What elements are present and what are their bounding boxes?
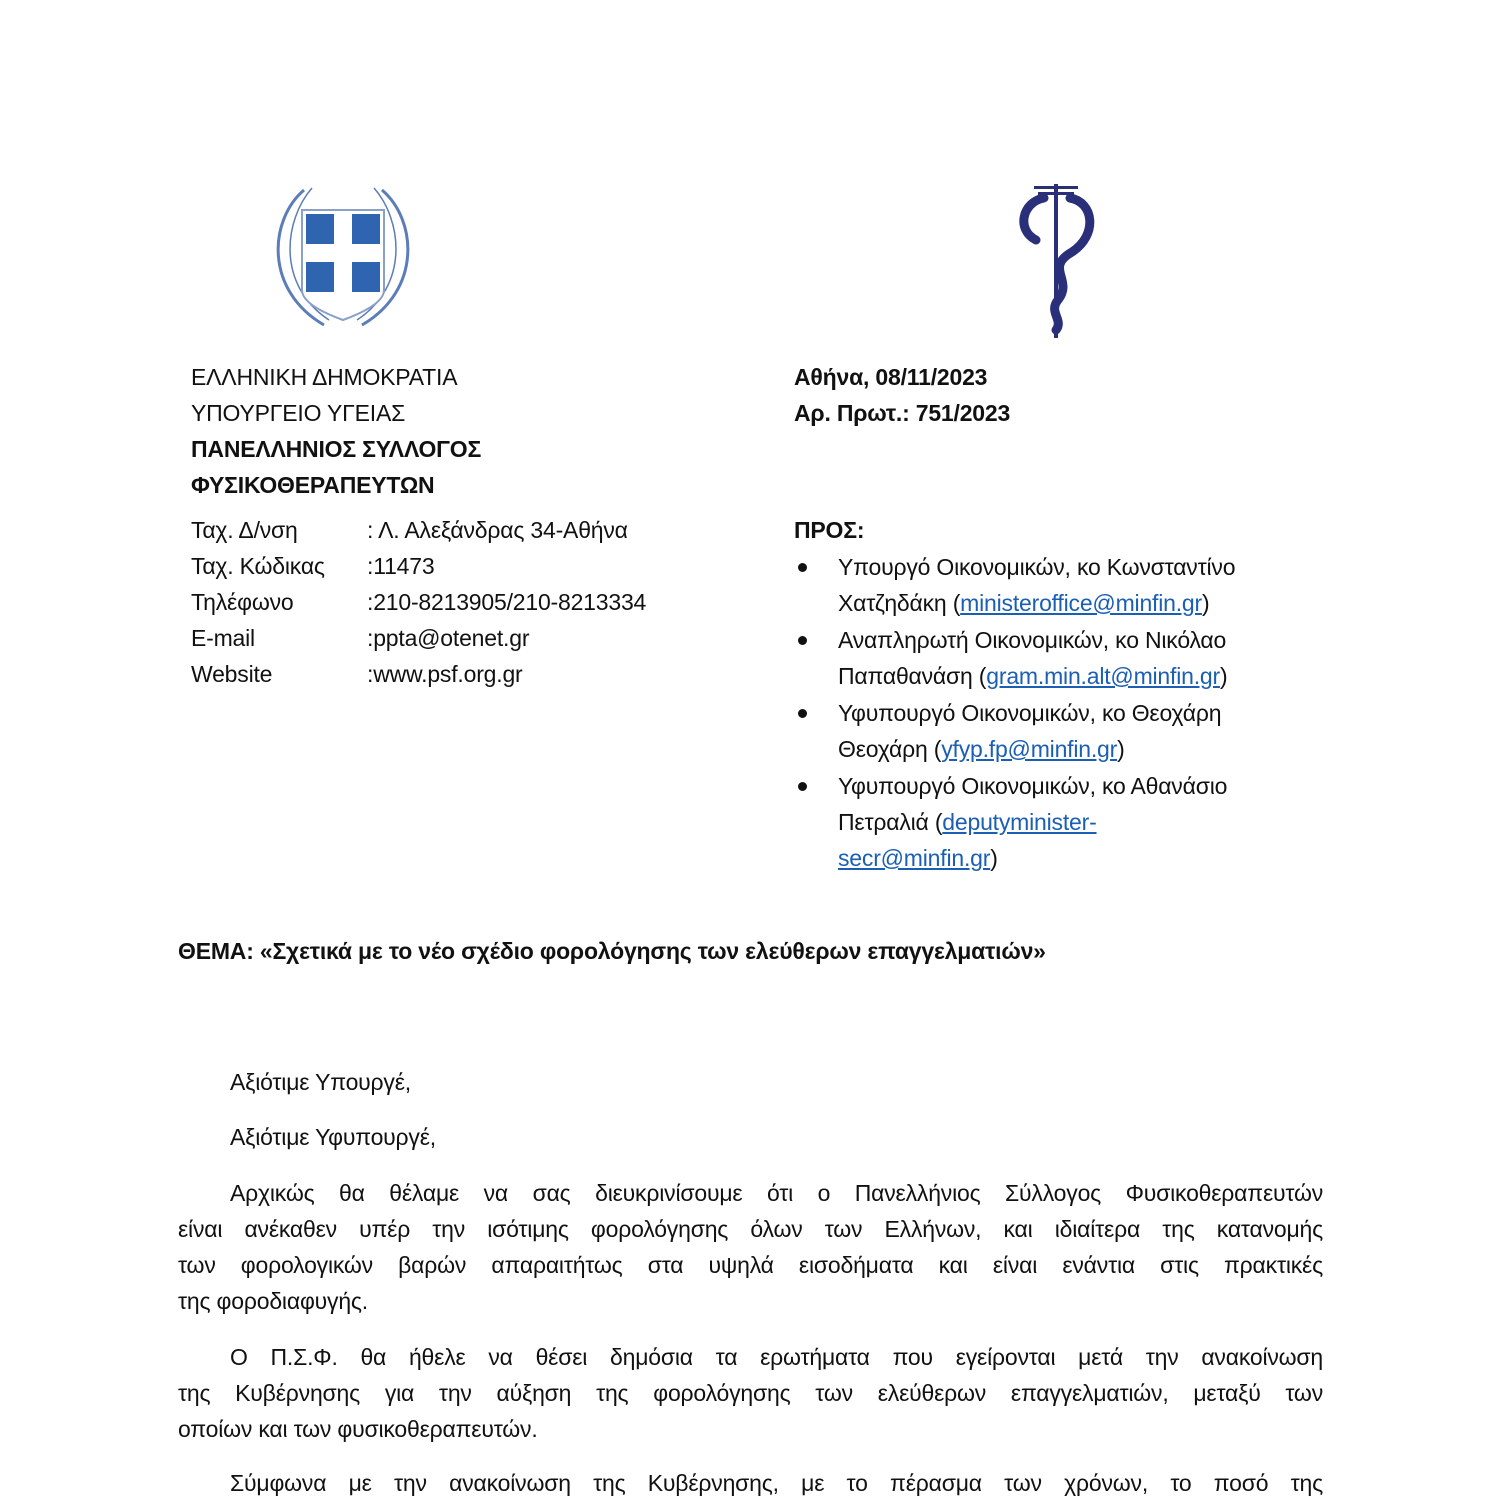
contact-row [191, 656, 646, 692]
recipient-email-link[interactable]: deputyminister- [942, 809, 1097, 835]
recipient-name: Παπαθανάση ( [838, 663, 987, 689]
meta-block [794, 359, 1010, 431]
closing-paren: ) [1117, 736, 1125, 762]
paragraph-line: της φοροδιαφυγής. [178, 1288, 368, 1314]
greeting-1: Αξιότιμε Υπουργέ, [230, 1069, 411, 1095]
paragraph-line: Αρχικώς θα θέλαμε να σας διευκρινίσουμε ότι ο Πανελλήνιος Σύλλογος Φυσικοθεραπευτών [230, 1180, 1323, 1206]
contact-row [191, 584, 646, 620]
closing-paren: ) [1219, 663, 1228, 689]
recipient-line: Αναπληρωτή Οικονομικών, κο Νικόλαο [838, 627, 1227, 653]
body-paragraph [178, 1465, 1323, 1501]
paragraph-line: Ο Π.Σ.Φ. θα ήθελε να θέσει δημόσια τα ερωτήματα που εγείρονται μετά την ανακοίνωση [230, 1344, 1323, 1370]
contact-row [191, 548, 646, 584]
contact-label: Website [191, 661, 273, 687]
recipient-email-link-cont[interactable]: secr@minfin.gr [838, 845, 991, 871]
contact-value: :ppta@otenet.gr [367, 625, 530, 651]
contact-row [191, 620, 646, 656]
contact-value: :11473 [367, 553, 435, 579]
ministry-name: ΥΠΟΥΡΓΕΙΟ ΥΓΕΙΑΣ [191, 400, 406, 426]
paragraph-line: της Κυβέρνησης για την αύξηση της φορολόγησης των ελεύθερων επαγγελματιών, μεταξύ των [178, 1380, 1323, 1406]
contact-label: Τηλέφωνο [191, 589, 294, 615]
contact-row [191, 512, 646, 548]
paragraph-line: των φορολογικών βαρών απαραιτήτως στα υψηλά εισοδήματα και είναι ενάντια στις πρακτικές [178, 1252, 1323, 1278]
recipient-item [794, 622, 1334, 694]
contact-label: Ταχ. Δ/νση [191, 517, 298, 543]
recipient-item [794, 695, 1334, 767]
recipient-name: Πετραλιά ( [838, 809, 943, 835]
protocol-number: Αρ. Πρωτ.: 751/2023 [794, 400, 1011, 426]
recipient-email-link[interactable]: yfyp.fp@minfin.gr [941, 736, 1118, 762]
recipient-item [794, 549, 1334, 621]
subject: ΘΕΜΑ: «Σχετικά με το νέο σχέδιο φορολόγησης των ελεύθερων επαγγελματιών» [178, 938, 1046, 964]
org-name-line-2: ΦΥΣΙΚΟΘΕΡΑΠΕΥΤΩΝ [191, 472, 435, 498]
contact-value: :210-8213905/210-8213334 [367, 589, 647, 615]
closing-paren: ) [1201, 590, 1210, 616]
body-paragraph [178, 1175, 1323, 1319]
recipients-block [794, 512, 1334, 877]
contact-label: Ταχ. Κώδικας [191, 553, 325, 579]
country-name: ΕΛΛΗΝΙΚΗ ΔΗΜΟΚΡΑΤΙΑ [191, 364, 458, 390]
greek-coat-of-arms-logo [264, 180, 422, 332]
body-paragraph [178, 1339, 1323, 1447]
recipient-line: Υπουργό Οικονομικών, κο Κωνσταντίνο [838, 554, 1236, 580]
paragraph-line: είναι ανέκαθεν υπέρ την ισότιμης φορολόγησης όλων των Ελλήνων, και ιδιαίτερα της κατανομής [178, 1216, 1323, 1242]
contact-value: :www.psf.org.gr [367, 661, 523, 687]
recipient-email-link[interactable]: gram.min.alt@minfin.gr [986, 663, 1220, 689]
org-name-line-1: ΠΑΝΕΛΛΗΝΙΟΣ ΣΥΛΛΟΓΟΣ [191, 436, 482, 462]
contact-label: E-mail [191, 625, 255, 651]
closing-paren: ) [990, 845, 998, 871]
date: Αθήνα, 08/11/2023 [794, 364, 988, 390]
recipient-line: Υφυπουργό Οικονομικών, κο Αθανάσιο [838, 773, 1228, 799]
recipient-line: Υφυπουργό Οικονομικών, κο Θεοχάρη [838, 700, 1222, 726]
recipient-name: Θεοχάρη ( [838, 736, 942, 762]
recipient-email-link[interactable]: ministeroffice@minfin.gr [960, 590, 1202, 616]
paragraph-line: οποίων και των φυσικοθεραπευτών. [178, 1416, 538, 1442]
contact-value: : Λ. Αλεξάνδρας 34-Αθήνα [367, 517, 628, 543]
paragraph-line: Σύμφωνα με την ανακοίνωση της Κυβέρνησης, με το πέρασμα των χρόνων, το ποσό της [230, 1470, 1323, 1496]
recipient-item [794, 768, 1334, 876]
sender-block [191, 359, 646, 692]
greeting-2: Αξιότιμε Υφυπουργέ, [230, 1124, 436, 1150]
recipients-label: ΠΡΟΣ: [794, 517, 865, 543]
rod-of-asclepius-logo [1014, 180, 1100, 338]
recipient-name: Χατζηδάκη ( [838, 590, 961, 616]
